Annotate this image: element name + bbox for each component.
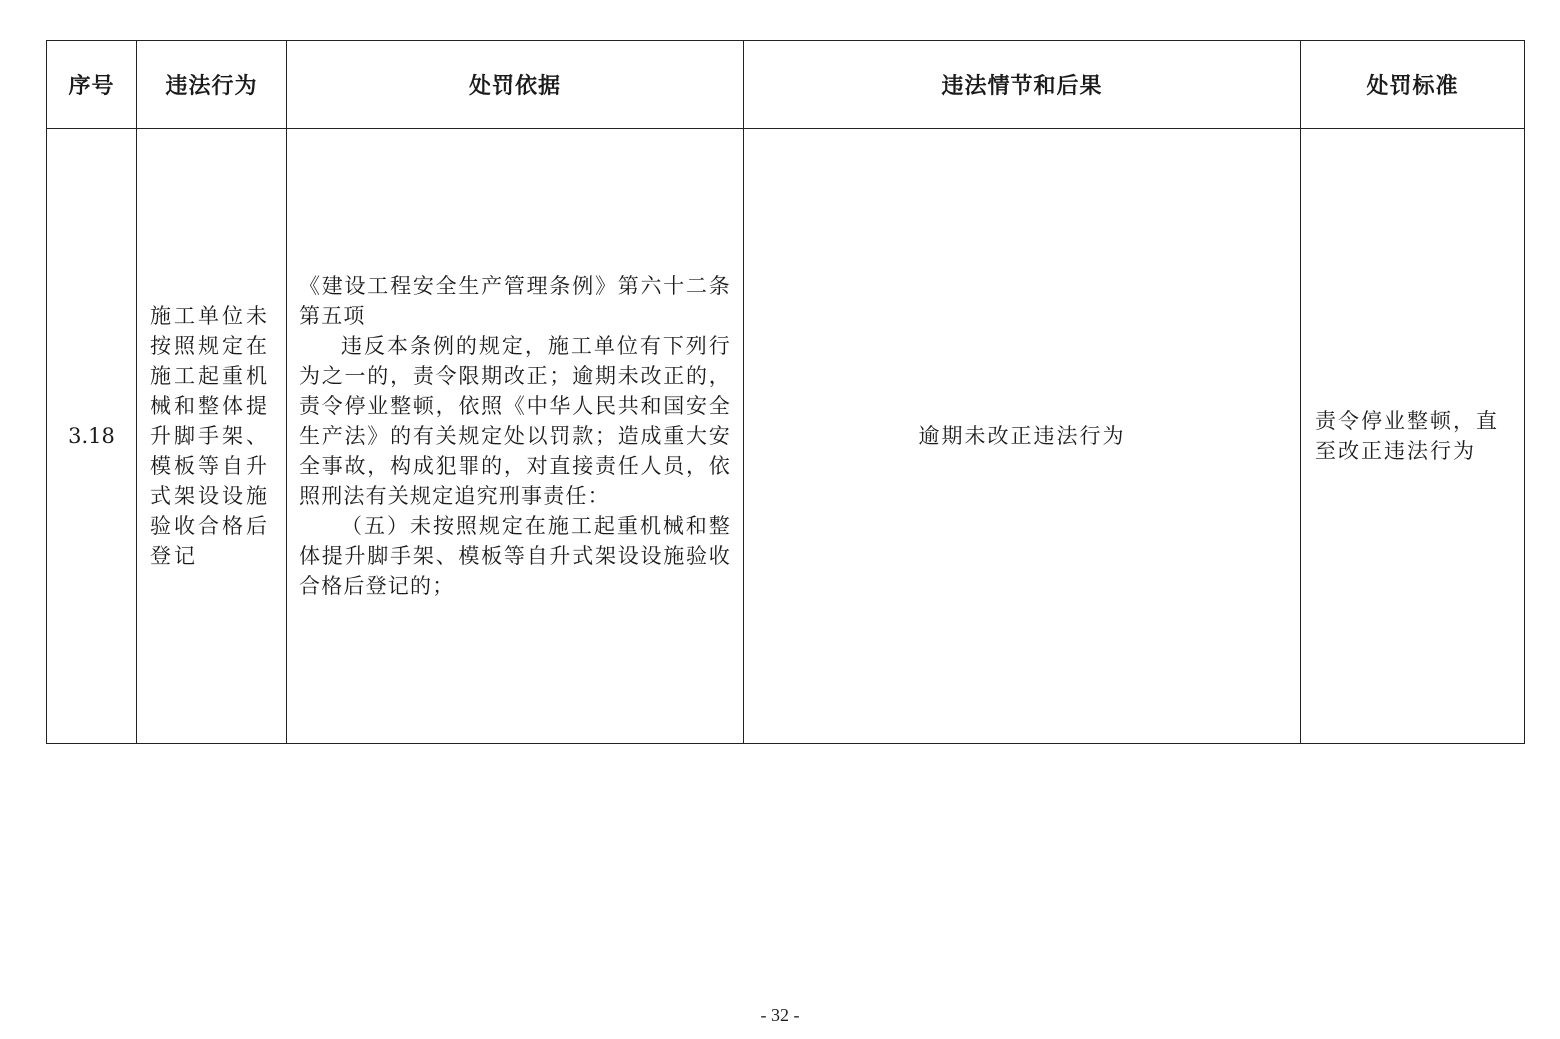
table-row: [47, 129, 1525, 744]
basis-paragraph-1: 违反本条例的规定，施工单位有下列行为之一的，责令限期改正；逾期未改正的，责令停业整顿，依照《中华人民共和国安全生产法》的有关规定处以罚款；造成重大安全事故，构成犯罪的，对直接责任人员，依照刑法有关规定追究刑事责任：: [299, 334, 731, 508]
header-basis: 处罚依据: [287, 41, 744, 129]
header-seq: 序号: [47, 41, 137, 129]
penalty-table: [46, 40, 1525, 744]
basis-paragraph-2: （五）未按照规定在施工起重机械和整体提升脚手架、模板等自升式架设设施验收合格后登记的；: [299, 514, 731, 598]
row-penalty-basis: [287, 129, 744, 744]
header-consequence: 违法情节和后果: [744, 41, 1301, 129]
page-number: - 32 -: [760, 1005, 800, 1025]
row-penalty-standard: 责令停业整顿，直至改正违法行为: [1301, 129, 1525, 744]
row-seq: 3.18: [47, 129, 137, 744]
basis-title: 《建设工程安全生产管理条例》第六十二条第五项: [299, 274, 731, 328]
table-header-row: [47, 41, 1525, 129]
header-standard: 处罚标准: [1301, 41, 1525, 129]
row-violation-act: 施工单位未按照规定在施工起重机械和整体提升脚手架、模板等自升式架设设施验收合格后登记: [137, 129, 287, 744]
row-consequence: 逾期未改正违法行为: [744, 129, 1301, 744]
header-act: 违法行为: [137, 41, 287, 129]
